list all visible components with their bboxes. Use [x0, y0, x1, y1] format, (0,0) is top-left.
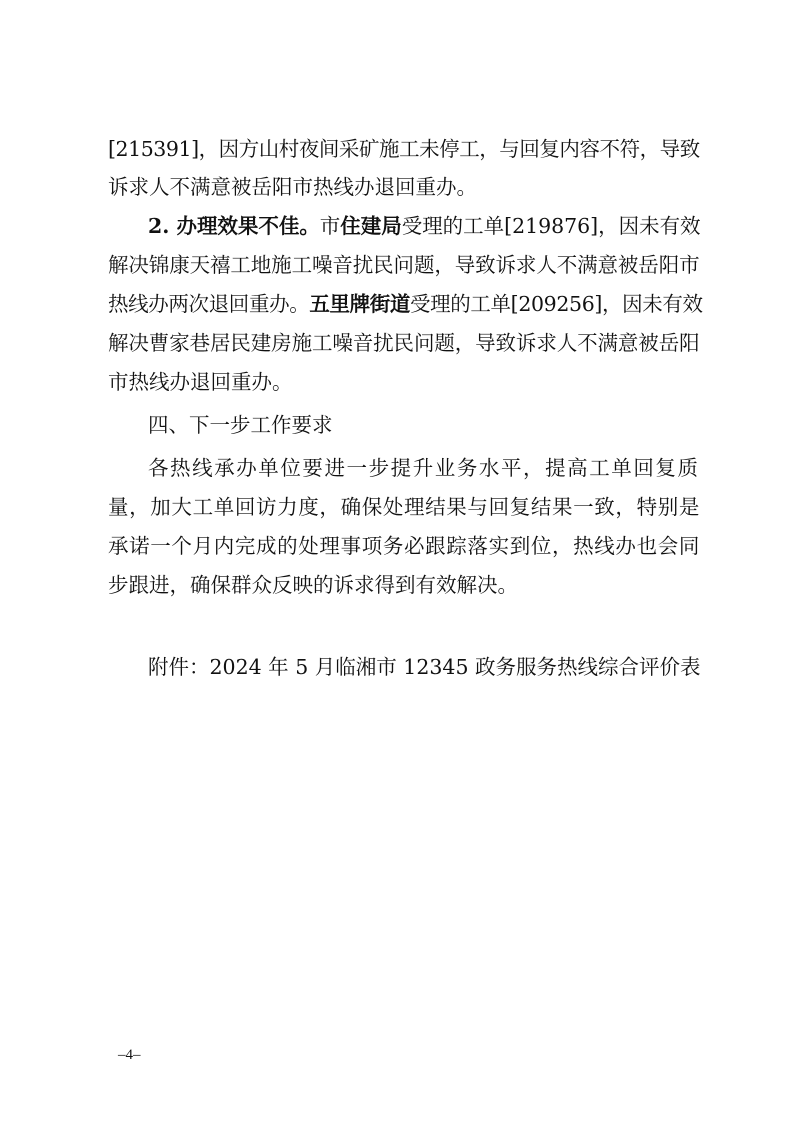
body-text-line: 步跟进，确保群众反映的诉求得到有效解决。 — [108, 573, 518, 597]
body-text-line: 解决锦康天禧工地施工噪音扰民问题，导致诉求人不满意被岳阳市 — [108, 253, 700, 277]
bold-department: 住建局 — [340, 214, 402, 238]
body-text: 受理的工单[209256]，因未有效 — [410, 292, 703, 316]
body-text-line: 解决曹家巷居民建房施工噪音扰民问题，导致诉求人不满意被岳阳 — [108, 331, 700, 355]
body-text-line: 诉求人不满意被岳阳市热线办退回重办。 — [108, 175, 477, 199]
body-text-line: 量，加大工单回访力度，确保处理结果与回复结果一致，特别是 — [108, 495, 700, 519]
body-text-line: 承诺一个月内完成的处理事项务必跟踪落实到位，热线办也会同 — [108, 534, 700, 558]
section-heading: 四、下一步工作要求 — [148, 413, 333, 437]
body-text: 受理的工单[219876]，因未有效 — [401, 214, 701, 238]
body-text-line: 市热线办退回重办。 — [108, 370, 293, 394]
paragraph-line — [108, 289, 703, 319]
body-text: 热线办两次退回重办。 — [108, 292, 310, 316]
page-number: –4– — [118, 1047, 141, 1063]
body-text-line: [215391]，因方山村夜间采矿施工未停工，与回复内容不符，导致 — [108, 137, 700, 161]
attachment-line: 附件：2024 年 5 月临湘市 12345 政务服务热线综合评价表 — [148, 655, 701, 679]
body-text: 市 — [319, 214, 341, 238]
paragraph-line — [148, 211, 701, 241]
subheading: 2. 办理效果不佳。 — [148, 214, 320, 238]
bold-department: 五里牌街道 — [309, 292, 411, 316]
body-text-line: 各热线承办单位要进一步提升业务水平，提高工单回复质 — [148, 456, 700, 480]
